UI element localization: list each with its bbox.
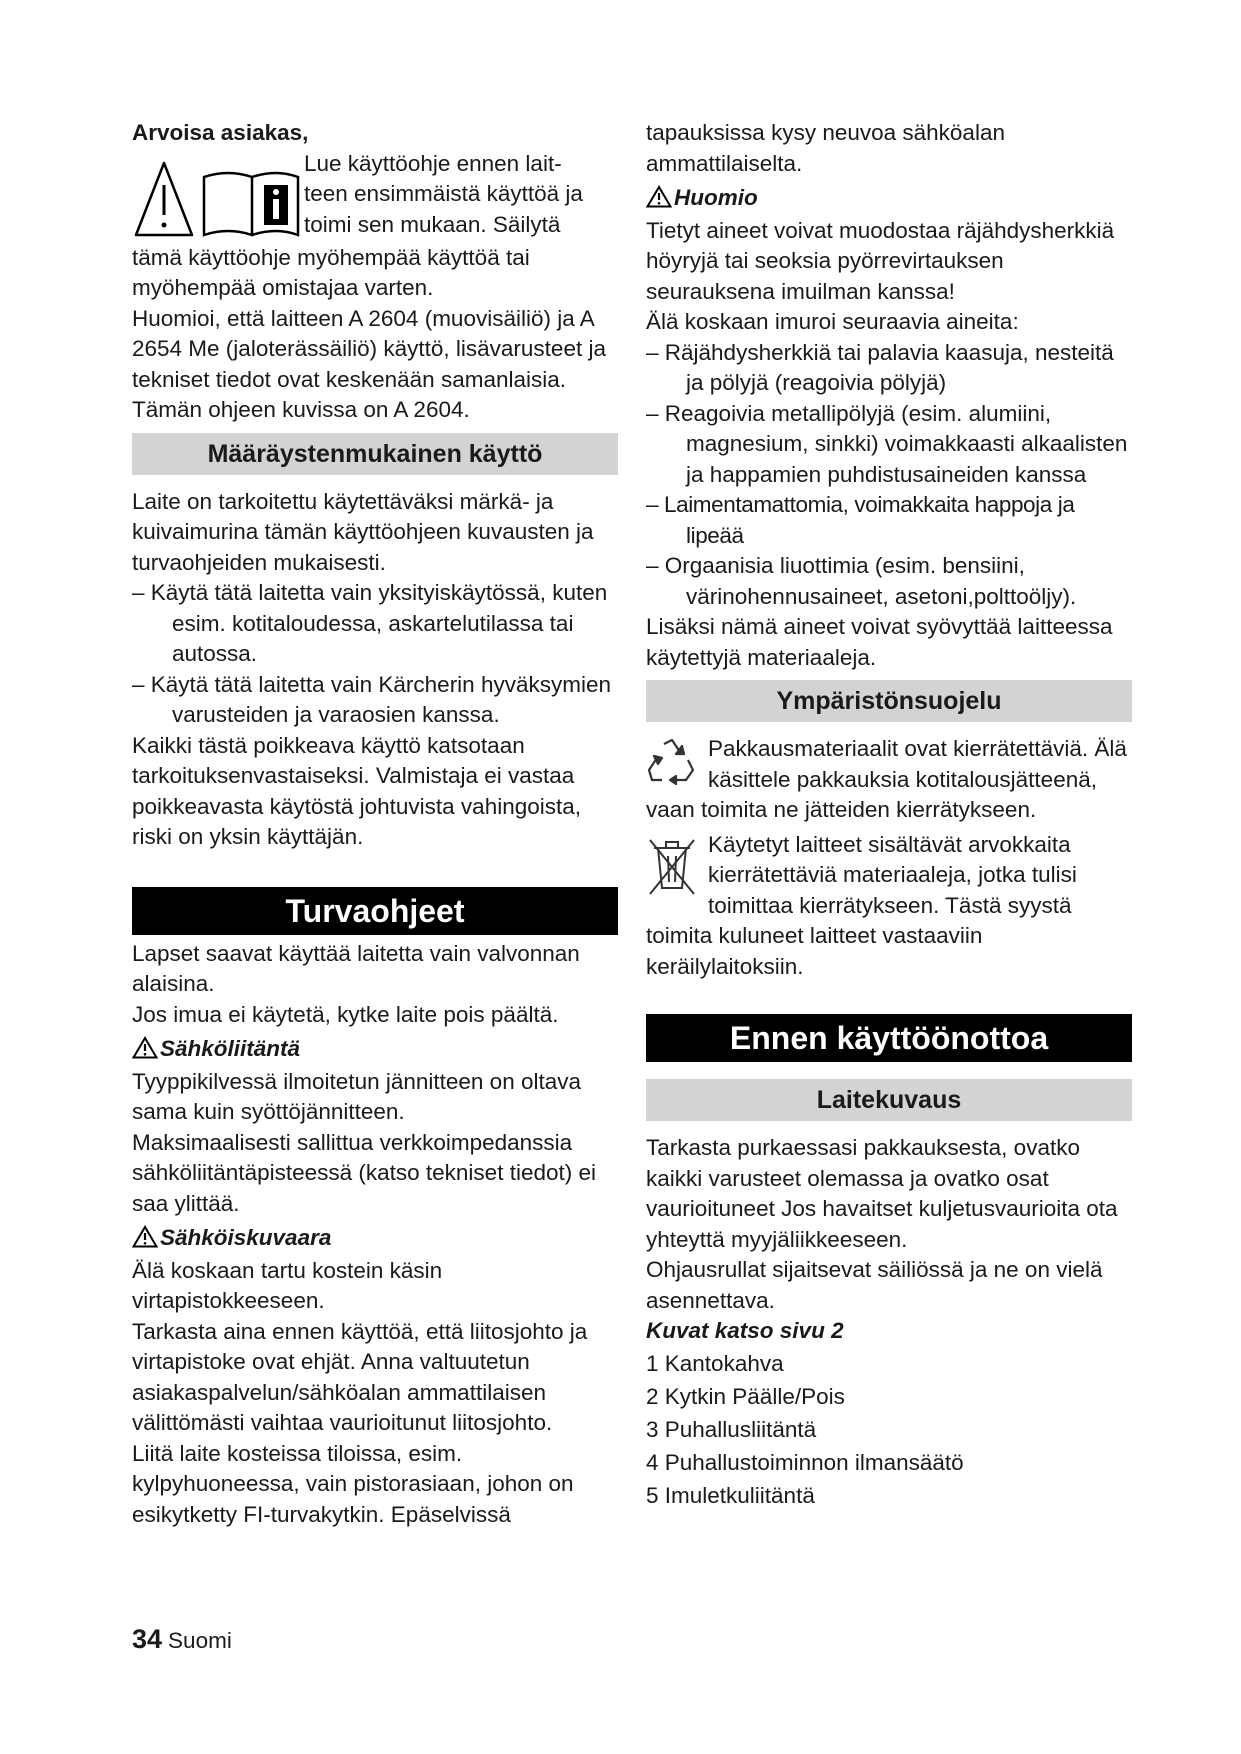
env-weee-text: Käytetyt laitteet sisältävät arvokkaita kierrätettäviä materiaaleja, jotka tulisi toimittaa kierrätykseen. Tästä syystä toimita kuluneet laitteet vastaaviin keräilylaitoksiin. [646,831,1077,979]
figures-reference: Kuvat katso sivu 2 [646,1318,844,1343]
safety-children: Lapset saavat käyttää laitetta vain valvonnan alaisina. [132,940,580,996]
electric-voltage-text: Tyyppikilvessä ilmoitetun jännitteen on oltava sama kuin syöttöjännitteen. [132,1068,582,1124]
intended-use-outro: Kaikki tästä poikkeava käyttö katsotaan tarkoituksenvastaiseksi. Valmistaja ei vastaa poikkeavasta käytöstä johtuvista vahingoista, riski on yksin käyttäjän. [132,732,582,849]
caution-item-2: – Reagoivia metallipölyjä (esim. alumiini, magnesium, sinkki) voimakkaasti alkaalisten ja happamien puhdistusaineiden kanssa [646,400,1128,487]
parts-list-item: 2 Kytkin Päälle/Pois [646,1383,845,1409]
env-packaging-block [646,734,1132,826]
models-note: Huomioi, että laitteen A 2604 (muovisäiliö) ja A 2654 Me (jaloterässäiliö) käyttö, lisävarusteet ja tekniset tiedot ovat keskenään samanlaisia. Tämän ohjeen kuvissa on A 2604. [132,305,606,422]
intro-line-2: teen ensimmäistä käyttöä ja [304,181,583,206]
parts-list-item: 4 Puhallustoiminnon ilmansäätö [646,1449,964,1475]
intended-use-intro: Laite on tarkoitettu käytettäväksi märkä- ja kuivaimurina tämän käyttöohjeen kuvausten ja turvaohjeiden mukaisesti. [132,488,594,575]
intro-line-3: toimi sen mukaan. Säilytä [304,211,561,237]
caution-title: Huomio [674,185,758,210]
parts-list-item: 1 Kantokahva [646,1350,784,1376]
parts-list-item: 3 Puhallusliitäntä [646,1416,817,1442]
subsection-title-device-description: Laitekuvaus [646,1079,1132,1121]
right-column [646,118,1132,1512]
crossed-bin-icon [646,832,698,898]
section-title-safety: Turvaohjeet [132,887,618,935]
caution-item-1: – Räjähdysherkkiä tai palavia kaasuja, nesteitä ja pölyjä (reagoivia pölyjä) [646,339,1114,395]
section-title-intended-use: Määräystenmukainen käyttö [132,433,618,475]
electric-connection-title: Sähköliitäntä [160,1036,301,1061]
shock-text-1: Älä koskaan tartu kostein käsin virtapistokkeeseen. [132,1257,443,1313]
before-use-text-1: Tarkasta purkaessasi pakkauksesta, ovatko kaikki varusteet olemassa ja ovatko osat vaurioituneet Jos havaitset kuljetusvaurioita ota yhteyttä myyjäliikkeeseen. [646,1135,1118,1252]
electric-impedance-text: Maksimaalisesti sallittua verkkoimpedanssia sähköliitäntäpisteessä (katso tekniset tiedot) ei saa ylittää. [132,1129,596,1216]
intended-use-item-2: – Käytä tätä laitetta vain Kärcherin hyväksymien varusteiden ja varaosien kanssa. [132,671,611,727]
electric-shock-title: Sähköiskuvaara [160,1225,332,1250]
section-title-before-use: Ennen käyttöönottoa [646,1014,1132,1062]
intro-continuation: tämä käyttöohje myöhempää käyttöä tai myöhempää omistajaa varten. [132,244,530,300]
caution-item-4: – Orgaanisia liuottimia (esim. bensiini, värinohennusaineet, asetoni,polttoöljy). [646,553,1077,609]
warning-triangle-icon [132,1036,158,1059]
page-number: 34 [132,1624,163,1654]
shock-text-2: Tarkasta aina ennen käyttöä, että liitosjohto ja virtapistoke ovat ehjät. Anna valtuutetun asiakaspalvelun/sähköalan ammattilaisen välittömästi vaihtaa vaurioitunut liitosjohto. [132,1318,588,1435]
caution-text-3: Lisäksi nämä aineet voivat syövyttää laitteessa käytettyjä materiaaleja. [646,614,1113,670]
continuation-text: tapauksissa kysy neuvoa sähköalan ammattilaiselta. [646,120,1005,176]
caution-item-3: – Laimentamattomia, voimakkaita happoja ja lipeää [646,492,1075,548]
electric-shock-heading [132,1223,618,1254]
parts-list-item: 5 Imuletkuliitäntä [646,1482,815,1508]
parts-list [646,1347,1132,1512]
intro-block [132,149,618,243]
warning-triangle-icon [132,1225,158,1248]
section-title-environment: Ympäristönsuojelu [646,680,1132,722]
env-weee-block [646,830,1132,983]
safety-switch-off: Jos imua ei käytetä, kytke laite pois päältä. [132,1001,559,1027]
electric-connection-heading [132,1034,618,1065]
caution-text-2: Älä koskaan imuroi seuraavia aineita: [646,309,1019,334]
recycling-icon [646,736,698,788]
shock-text-3: Liitä laite kosteissa tiloissa, esim. kylpyhuoneessa, vain pistorasiaan, johon on esikytketty FI-turvakytkin. Epäselvissä [132,1440,574,1527]
intro-line-1: Lue käyttöohje ennen lait- [304,150,562,176]
env-packaging-text: Pakkausmateriaalit ovat kierrätettäviä. Älä käsittele pakkauksia kotitalousjätteenä, vaan toimita ne jätteiden kierrätykseen. [646,736,1127,822]
left-column [132,118,618,1530]
caution-text-1: Tietyt aineet voivat muodostaa räjähdysherkkiä höyryjä tai seoksia pyörrevirtauksen seurauksena imuilman kanssa! [646,217,1115,304]
warning-triangle-icon [646,185,672,208]
before-use-text-2: Ohjausrullat sijaitsevat säiliössä ja ne on vielä asennettava. [646,1257,1103,1313]
warning-manual-icon [132,155,300,243]
greeting: Arvoisa asiakas, [132,120,309,145]
footer-language: Suomi [168,1628,232,1653]
caution-heading [646,183,1132,214]
page-footer [132,1624,232,1655]
intended-use-item-1: – Käytä tätä laitetta vain yksityiskäytössä, kuten esim. kotitaloudessa, askartelutilassa tai autossa. [132,580,608,666]
